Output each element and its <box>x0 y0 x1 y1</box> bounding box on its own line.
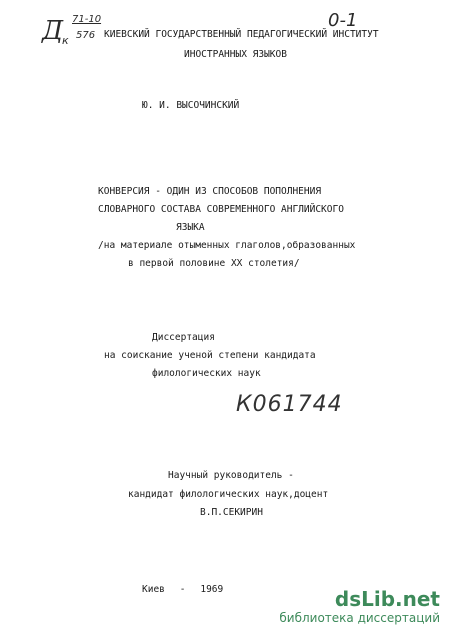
library-stamp <box>42 12 104 54</box>
title-line-3: ЯЗЫКА <box>176 222 205 233</box>
stamp-letter-k: к <box>62 34 69 47</box>
dissertation-field: филологических наук <box>152 368 261 379</box>
dissertation-degree: на соискание ученой степени кандидата <box>104 350 316 361</box>
title-line-2: СЛОВАРНОГО СОСТАВА СОВРЕМЕННОГО АНГЛИЙСКОГО <box>98 204 344 215</box>
author-name: Ю. И. ВЫСОЧИНСКИЙ <box>142 100 240 111</box>
header-line-1: КИЕВСКИЙ ГОСУДАРСТВЕННЫЙ ПЕДАГОГИЧЕСКИЙ ИНСТИТУТ <box>104 29 379 40</box>
footer-year: 1969 <box>200 584 224 595</box>
supervisor-name: В.П.СЕКИРИН <box>200 507 263 518</box>
footer-dash: - <box>179 584 186 595</box>
footer-city: Киев <box>142 584 165 595</box>
title-line-1: КОНВЕРСИЯ - ОДИН ИЗ СПОСОБОВ ПОПОЛНЕНИЯ <box>98 186 322 197</box>
dslib-logo: dsLib.net <box>334 587 440 611</box>
stamp-bottom-number: 576 <box>76 30 96 41</box>
stamp-letter: Д <box>42 16 64 46</box>
dslib-subtitle: библиотека диссертаций <box>279 611 440 625</box>
title-subtitle-2: в первой половине XX столетия/ <box>128 258 300 269</box>
dissertation-label: Диссертация <box>152 332 215 343</box>
handwritten-inventory-number: К061744 <box>236 392 343 417</box>
supervisor-label: Научный руководитель - <box>168 470 294 481</box>
stamp-top-number: 71-10 <box>72 14 102 25</box>
supervisor-degree: кандидат филологических наук,доцент <box>128 489 329 500</box>
dslib-watermark <box>279 588 440 625</box>
header-line-2: ИНОСТРАННЫХ ЯЗЫКОВ <box>184 49 287 60</box>
title-subtitle-1: /на материале отыменных глаголов,образованных <box>98 240 356 251</box>
footer-city-year <box>142 584 223 596</box>
corner-handwritten-mark: 0-1 <box>328 10 358 31</box>
